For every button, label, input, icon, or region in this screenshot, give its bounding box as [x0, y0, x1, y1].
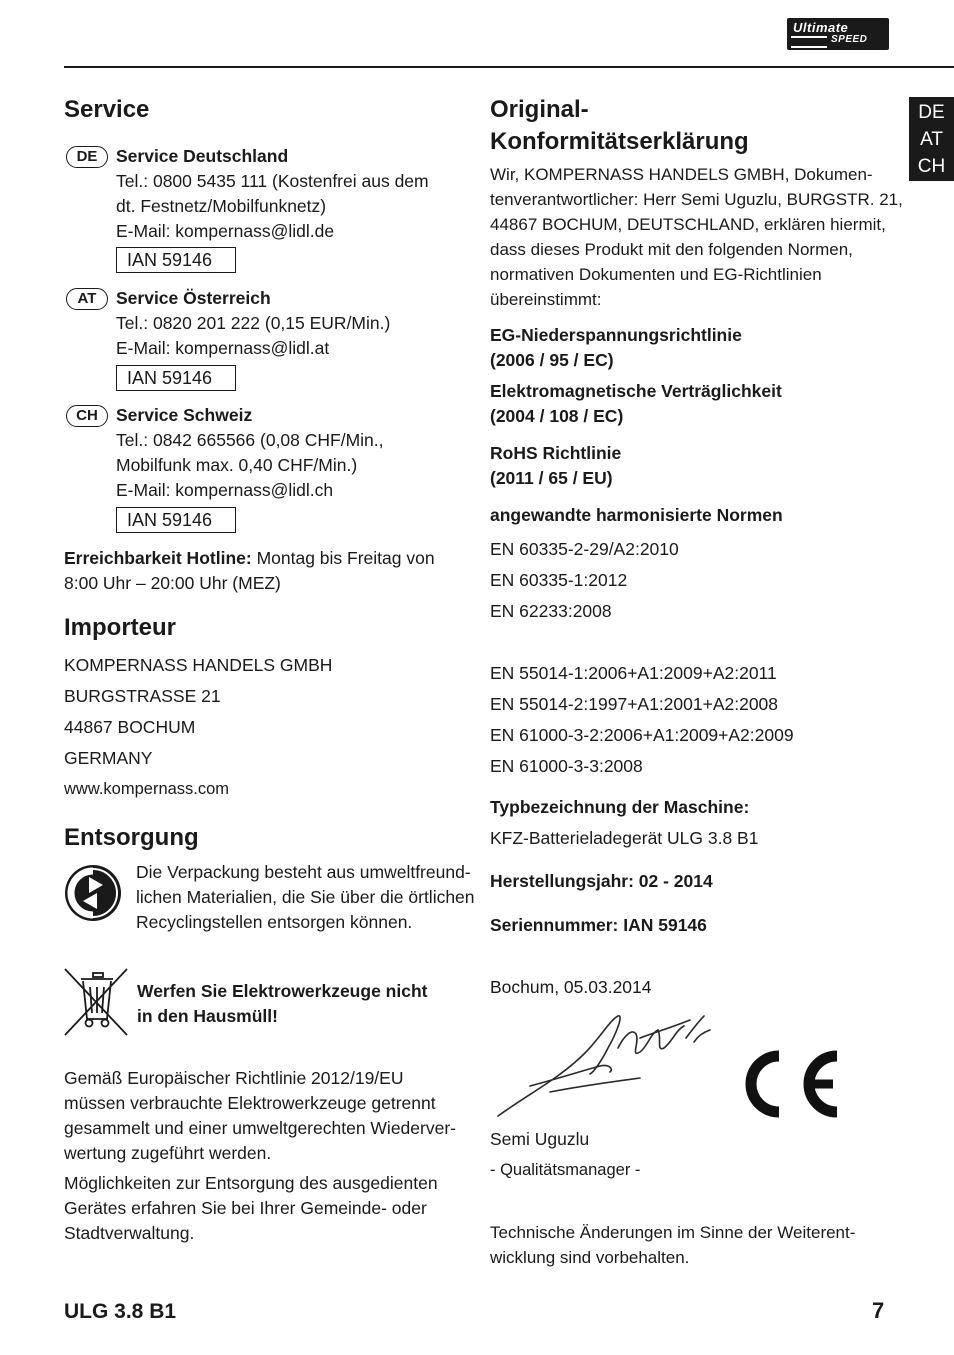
weee-warning-line: Werfen Sie Elektrowerkzeuge nicht — [137, 981, 428, 1001]
packaging-line: lichen Materialien, die Sie über die örtlichen — [136, 887, 475, 907]
lang-ch: CH — [917, 156, 946, 177]
brand-line2: SPEED — [831, 34, 868, 45]
footer-model: ULG 3.8 B1 — [64, 1300, 177, 1323]
directive-rohs — [490, 441, 621, 491]
norm-item: EN 60335-2-29/A2:2010 — [490, 539, 679, 559]
disclaimer — [490, 1220, 855, 1270]
hotline-label: Erreichbarkeit Hotline: — [64, 548, 252, 568]
crossed-bin-icon — [63, 967, 129, 1037]
hotline-block — [64, 546, 435, 596]
intro-line: Wir, KOMPERNASS HANDELS GMBH, Dokumen- — [490, 165, 873, 184]
packaging-line: Recyclingstellen entsorgen können. — [136, 912, 413, 932]
intro-line: 44867 BOCHUM, DEUTSCHLAND, erklären hiermit, — [490, 215, 886, 234]
service-de-line: Tel.: 0800 5435 111 (Kostenfrei aus dem — [116, 171, 429, 191]
directive-line: Gemäß Europäischer Richtlinie 2012/19/EU — [64, 1068, 404, 1088]
service-de-line: E-Mail: kompernass@lidl.de — [116, 221, 335, 241]
disposal-line: Stadtverwaltung. — [64, 1223, 195, 1243]
intro-line: übereinstimmt: — [490, 290, 602, 309]
konformitaet-title-line1: Original- — [490, 96, 589, 123]
directive-name: Elektromagnetische Verträglichkeit — [490, 381, 782, 401]
signer-name: Semi Uguzlu — [490, 1129, 590, 1149]
directive-line: müssen verbrauchte Elektrowerkzeuge getrennt — [64, 1093, 436, 1113]
norm-item: EN 55014-2:1997+A1:2001+A2:2008 — [490, 694, 779, 714]
importeur-line: BURGSTRASSE 21 — [64, 686, 221, 706]
norm-item: EN 55014-1:2006+A1:2009+A2:2011 — [490, 663, 777, 683]
konformitaet-title — [490, 94, 749, 158]
header-rule — [64, 66, 954, 68]
weee-warning-line: in den Hausmüll! — [137, 1006, 278, 1026]
page-number: 7 — [872, 1298, 885, 1323]
importeur-line: 44867 BOCHUM — [64, 717, 196, 737]
directive-line: gesammelt und einer umweltgerechten Wiederver- — [64, 1118, 456, 1138]
norm-item: EN 61000-3-3:2008 — [490, 756, 643, 776]
disposal-line: Gerätes erfahren Sie bei Ihrer Gemeinde- oder — [64, 1198, 427, 1218]
importeur-line: KOMPERNASS HANDELS GMBH — [64, 655, 333, 675]
konformitaet-intro — [490, 162, 903, 312]
weee-warning — [137, 979, 427, 1029]
signer-role: - Qualitätsmanager - — [490, 1161, 641, 1179]
norms-title: angewandte harmonisierte Normen — [490, 505, 783, 525]
importeur-address — [64, 650, 332, 805]
directive-emc — [490, 379, 782, 429]
norms-group-2 — [490, 658, 794, 782]
serial-number: Seriennummer: IAN 59146 — [490, 915, 707, 935]
ian-box-at: IAN 59146 — [116, 365, 236, 391]
type-label: Typbezeichnung der Maschine: — [490, 797, 750, 817]
intro-line: dass dieses Produkt mit den folgenden Normen, — [490, 240, 853, 259]
lang-at: AT — [920, 129, 943, 150]
weee-directive-text — [64, 1066, 456, 1166]
norms-group-1 — [490, 534, 679, 627]
hotline-hours: 8:00 Uhr – 20:00 Uhr (MEZ) — [64, 573, 281, 593]
lang-de: DE — [918, 102, 945, 123]
directive-lvd — [490, 323, 742, 373]
directive-name: RoHS Richtlinie — [490, 443, 622, 463]
importeur-line: GERMANY — [64, 748, 153, 768]
badge-ch: CH — [66, 405, 108, 427]
norm-item: EN 61000-3-2:2006+A1:2009+A2:2009 — [490, 725, 794, 745]
signature-image — [490, 1008, 720, 1123]
service-title: Service — [64, 96, 150, 123]
konformitaet-title-line2: Konformitätserklärung — [490, 128, 749, 155]
disclaimer-line: wicklung sind vorbehalten. — [490, 1248, 690, 1267]
service-ch-line: Tel.: 0842 665566 (0,08 CHF/Min., — [116, 430, 384, 450]
brand-line1: Ultimate — [793, 20, 849, 35]
norm-item: EN 62233:2008 — [490, 601, 612, 621]
service-at-name: Service Österreich — [116, 288, 271, 308]
place-date: Bochum, 05.03.2014 — [490, 977, 652, 997]
entsorgung-title: Entsorgung — [64, 824, 199, 851]
manufacturing-year: Herstellungsjahr: 02 - 2014 — [490, 871, 713, 891]
importeur-title: Importeur — [64, 614, 177, 641]
norm-item: EN 60335-1:2012 — [490, 570, 628, 590]
packaging-line: Die Verpackung besteht aus umweltfreund- — [136, 862, 471, 882]
service-de-block — [116, 144, 429, 244]
disposal-line: Möglichkeiten zur Entsorgung des ausgedienten — [64, 1173, 438, 1193]
packaging-text — [136, 860, 475, 935]
service-ch-line: Mobilfunk max. 0,40 CHF/Min.) — [116, 455, 358, 475]
directive-line: wertung zugeführt werden. — [64, 1143, 272, 1163]
badge-de: DE — [66, 146, 108, 168]
directive-code: (2011 / 65 / EU) — [490, 468, 613, 488]
service-de-name: Service Deutschland — [116, 146, 289, 166]
type-value: KFZ-Batterieladegerät ULG 3.8 B1 — [490, 828, 759, 848]
logo-speed-lines — [791, 36, 827, 48]
ian-box-de: IAN 59146 — [116, 247, 236, 273]
badge-at: AT — [66, 288, 108, 310]
green-dot-recycling-icon — [63, 863, 123, 923]
disposal-options-text — [64, 1171, 438, 1246]
directive-name: EG-Niederspannungsrichtlinie — [490, 325, 742, 345]
service-at-block — [116, 286, 390, 361]
hotline-days: Montag bis Freitag von — [251, 548, 435, 568]
service-ch-block — [116, 403, 384, 503]
service-de-line: dt. Festnetz/Mobilfunknetz) — [116, 196, 327, 216]
service-at-line: E-Mail: kompernass@lidl.at — [116, 338, 330, 358]
service-ch-line: E-Mail: kompernass@lidl.ch — [116, 480, 334, 500]
directive-code: (2006 / 95 / EC) — [490, 350, 614, 370]
intro-line: normativen Dokumenten und EG-Richtlinien — [490, 265, 822, 284]
directive-code: (2004 / 108 / EC) — [490, 406, 624, 426]
service-ch-name: Service Schweiz — [116, 405, 253, 425]
disclaimer-line: Technische Änderungen im Sinne der Weiterent- — [490, 1223, 856, 1242]
ian-box-ch: IAN 59146 — [116, 507, 236, 533]
brand-logo — [787, 18, 889, 50]
service-at-line: Tel.: 0820 201 222 (0,15 EUR/Min.) — [116, 313, 391, 333]
importeur-website: www.kompernass.com — [64, 780, 230, 798]
ce-mark-icon — [735, 1046, 843, 1122]
language-tab — [909, 97, 954, 181]
intro-line: tenverantwortlicher: Herr Semi Uguzlu, BURGSTR. 21, — [490, 190, 903, 209]
